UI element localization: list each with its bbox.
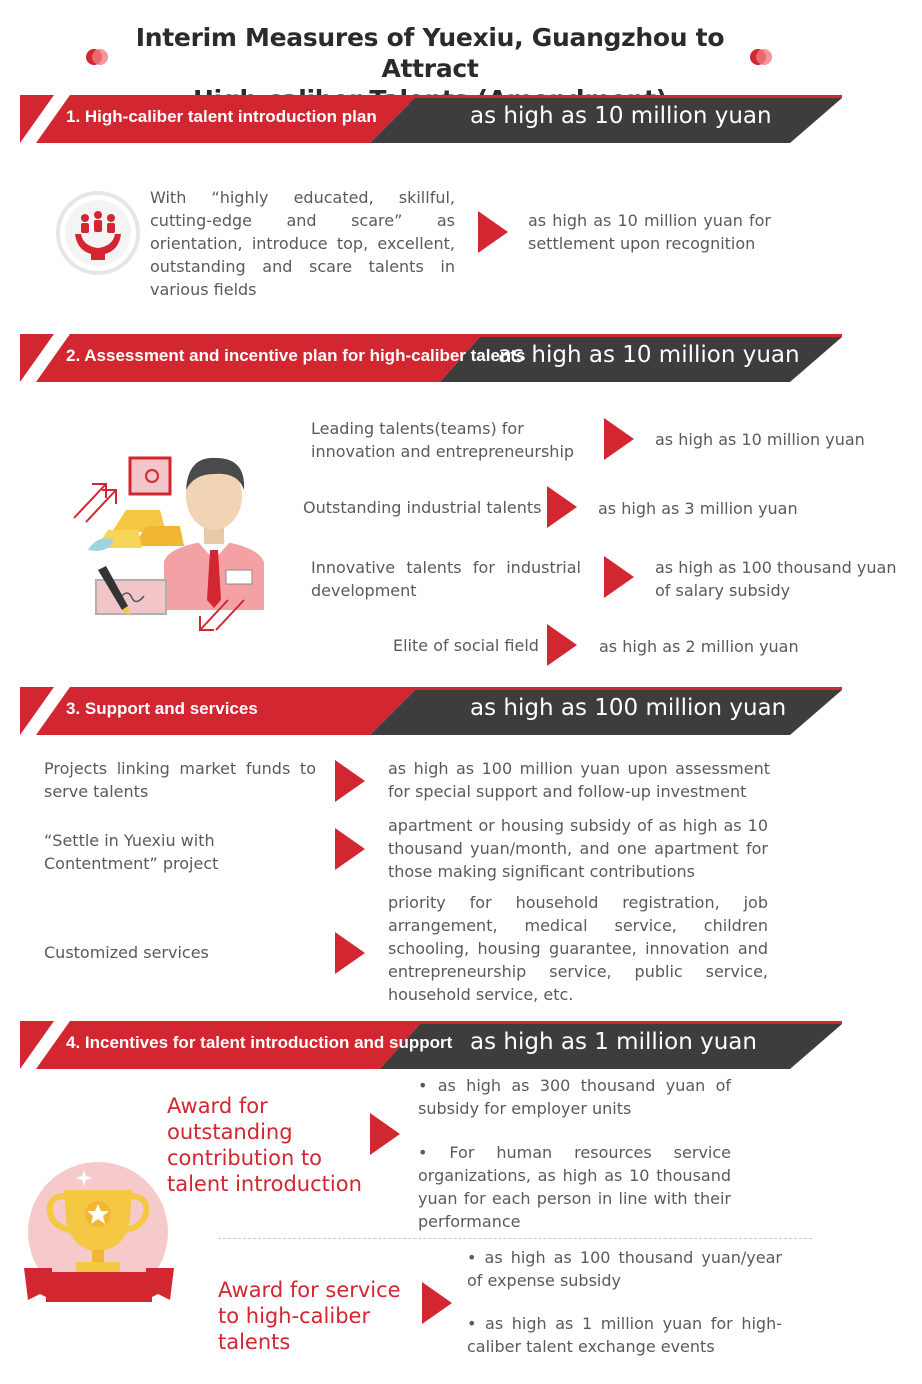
section-3-item-2-benefit: apartment or housing subsidy of as high as 10 thousand yuan/month, and one apartment for those making significant contributions	[388, 816, 768, 881]
section-2-label: 2. Assessment and incentive plan for high-caliber talents	[66, 346, 526, 365]
title-line-1: Interim Measures of Yuexiu, Guangzhou to Attract	[135, 23, 725, 83]
award-2-arrow-icon	[422, 1282, 452, 1324]
award-1-bullet-2: • For human resources service organizations, as high as 10 thousand yuan for each person in line with their performance	[418, 1143, 731, 1231]
section-2-item-2-arrow-icon	[547, 486, 577, 528]
award-2-title: Award for service to high-caliber talents	[218, 1278, 401, 1354]
section-2-item-1-benefit: as high as 10 million yuan	[655, 430, 865, 449]
award-2-bullet-1: • as high as 100 thousand yuan/year of expense subsidy	[467, 1248, 782, 1290]
section-4-label: 4. Incentives for talent introduction and support	[66, 1033, 453, 1052]
title-right-dots-icon	[748, 44, 774, 70]
section-3-item-3-arrow-icon	[335, 932, 365, 974]
section-2-item-1-category: Leading talents(teams) for innovation and entrepreneurship	[311, 419, 575, 461]
section-1-amount: as high as 10 million yuan	[470, 103, 772, 129]
title-left-dots-icon	[84, 44, 110, 70]
award-2-bullet-2: • as high as 1 million yuan for high-caliber talent exchange events	[467, 1314, 782, 1356]
section-3-item-2-arrow-icon	[335, 828, 365, 870]
section-2-item-2-benefit: as high as 3 million yuan	[598, 499, 798, 518]
award-1-bullet-1: • as high as 300 thousand yuan of subsidy for employer units	[418, 1076, 731, 1118]
section-2-item-2-category: Outstanding industrial talents	[303, 498, 542, 517]
section-1-label: 1. High-caliber talent introduction plan	[66, 107, 377, 126]
section-3-banner	[20, 687, 842, 735]
award-1-title: Award for outstanding contribution to talent introduction	[167, 1094, 362, 1196]
section-4-banner	[20, 1021, 842, 1069]
section-2-banner	[20, 334, 842, 382]
section-4-amount: as high as 1 million yuan	[470, 1029, 757, 1055]
section-3-item-1-arrow-icon	[335, 760, 365, 802]
section-2-item-4-benefit: as high as 2 million yuan	[599, 637, 799, 656]
section-2-item-4-arrow-icon	[547, 624, 577, 666]
section-3-label: 3. Support and services	[66, 699, 258, 718]
section-1-banner	[20, 95, 842, 143]
section-3-item-3-category: Customized services	[44, 943, 209, 962]
section-2-item-1-arrow-icon	[604, 418, 634, 460]
businessman-with-rewards-icon	[68, 450, 268, 636]
section-2-item-3-category: Innovative talents for industrial development	[311, 558, 581, 600]
section-1-benefit: as high as 10 million yuan for settlement upon recognition	[528, 211, 771, 253]
award-1-arrow-icon	[370, 1113, 400, 1155]
section-3-item-3-benefit: priority for household registration, job arrangement, medical service, children schooling, housing guarantee, innovation and entrepreneurship service, public service, household service, etc.	[388, 893, 768, 1004]
award-divider	[218, 1238, 812, 1239]
section-2-item-3-benefit: as high as 100 thousand yuan of salary subsidy	[655, 558, 897, 600]
section-1-arrow-icon	[478, 211, 508, 253]
section-2-amount: as high as 10 million yuan	[498, 342, 800, 368]
section-2-item-4-category: Elite of social field	[393, 636, 539, 655]
section-3-item-1-benefit: as high as 100 million yuan upon assessment for special support and follow-up investment	[388, 759, 770, 801]
section-1-description: With “highly educated, skillful, cutting-edge and scare” as orientation, introduce top, excellent, outstanding and scare talents in various fields	[150, 188, 455, 299]
section-3-amount: as high as 100 million yuan	[470, 695, 787, 721]
section-3-item-2-category: “Settle in Yuexiu with Contentment” project	[44, 831, 219, 873]
section-3-item-1-category: Projects linking market funds to serve talents	[44, 759, 316, 801]
section-2-item-3-arrow-icon	[604, 556, 634, 598]
talent-group-icon	[55, 190, 141, 276]
trophy-icon	[22, 1160, 176, 1306]
